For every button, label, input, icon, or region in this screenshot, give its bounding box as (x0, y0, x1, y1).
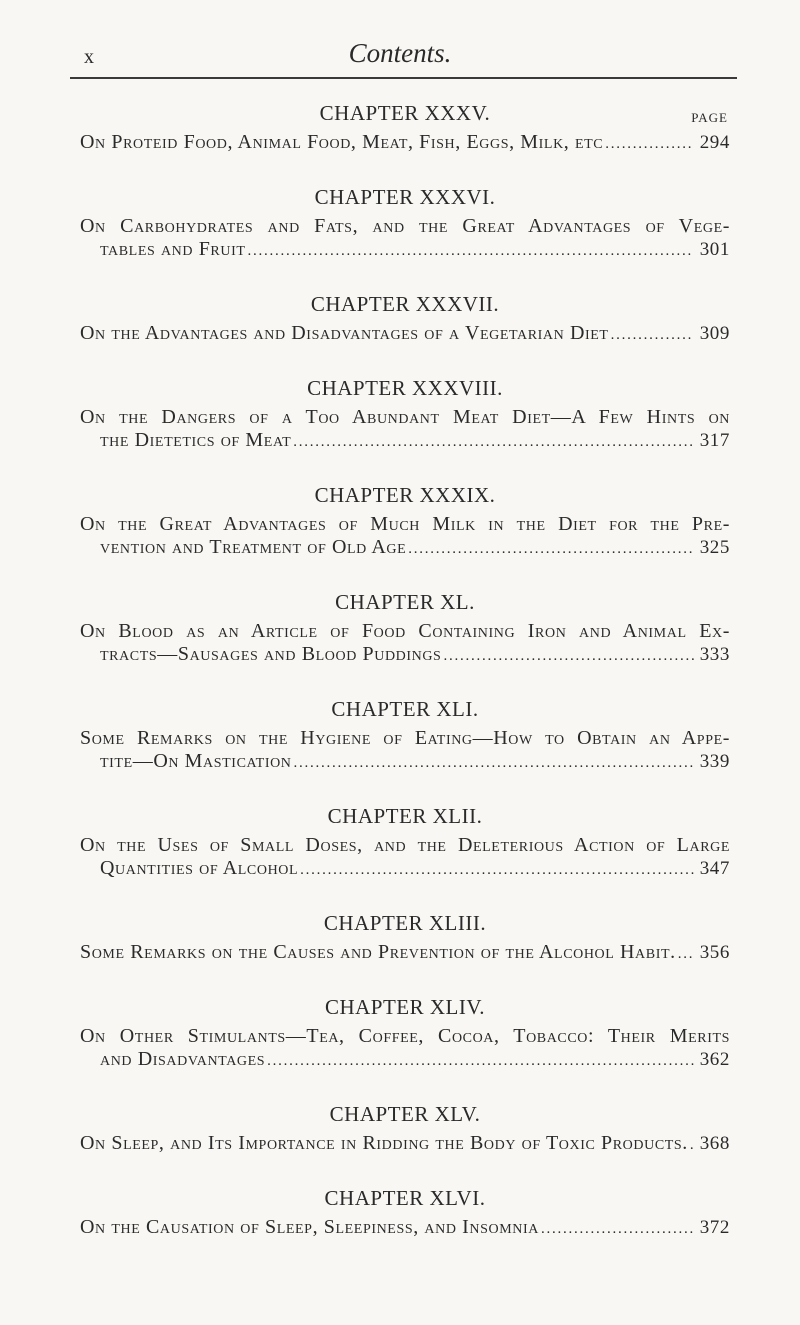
page-number: 309 (699, 323, 730, 344)
entry-leader-line (80, 131, 730, 156)
entry-leader-line (80, 429, 730, 454)
entry-title-end: vention and Treatment of Old Age (100, 536, 407, 558)
dot-leader (267, 1050, 694, 1073)
entry-title-end: tracts—Sausages and Blood Puddings (100, 643, 442, 665)
entry-title-end: Some Remarks on the Causes and Prevention of the Alcohol Habit. (80, 941, 676, 963)
entry-leader-line (80, 1132, 730, 1157)
chapter-heading: CHAPTER XLIV. (324, 995, 486, 1019)
chapter-entry (80, 215, 730, 263)
page-number: 294 (699, 132, 730, 153)
dot-leader (605, 133, 693, 156)
entry-title-end: On Proteid Food, Animal Food, Meat, Fish, Eggs, Milk, etc (80, 131, 604, 153)
toc-chapter (80, 1183, 730, 1267)
page-number: 368 (699, 1133, 730, 1154)
entry-leader-line (80, 1048, 730, 1073)
entry-leader-line (80, 941, 730, 966)
chapter-heading: CHAPTER XXXVII. (310, 292, 500, 316)
chapter-entry (80, 406, 730, 454)
toc-chapter (80, 98, 730, 182)
page-number: 339 (699, 751, 730, 772)
page-number: 372 (699, 1217, 730, 1238)
chapter-heading: CHAPTER XLV. (329, 1102, 481, 1126)
dot-leader (294, 752, 694, 775)
running-head (0, 38, 800, 78)
entry-title-end: On the Advantages and Disadvantages of a Vegetarian Diet (80, 322, 609, 344)
chapter-entry (80, 1132, 730, 1157)
chapter-entry (80, 1216, 730, 1241)
chapter-heading: CHAPTER XLI. (331, 697, 479, 721)
chapter-heading: CHAPTER XXXVIII. (307, 376, 503, 400)
chapter-entry (80, 834, 730, 882)
chapter-heading: CHAPTER XXXVI. (314, 185, 496, 209)
dot-leader (690, 1134, 694, 1157)
toc-chapter (80, 587, 730, 694)
entry-title-line: Some Remarks on the Hygiene of Eating—How to Obtain an Appe- (80, 727, 730, 749)
chapter-entry (80, 620, 730, 668)
chapter-entry (80, 131, 730, 156)
chapter-heading: CHAPTER XLVI. (324, 1186, 486, 1210)
chapter-heading: CHAPTER XXXIX. (314, 483, 496, 507)
entry-leader-line (80, 750, 730, 775)
toc-chapter (80, 1099, 730, 1183)
entry-leader-line (80, 322, 730, 347)
dot-leader (678, 943, 694, 966)
chapter-entry (80, 322, 730, 347)
entry-title-line: On Other Stimulants—Tea, Coffee, Cocoa, Tobacco: Their Merits (80, 1025, 730, 1047)
entry-title-end: On Sleep, and Its Importance in Ridding the Body of Toxic Products. (80, 1132, 688, 1154)
entry-title-line: On the Uses of Small Doses, and the Deleterious Action of Large (80, 834, 730, 856)
page-number: 347 (699, 858, 730, 879)
page-column-label: PAGE (691, 110, 728, 125)
running-head-title: Contents. (348, 38, 452, 68)
chapter-heading: CHAPTER XLII. (327, 804, 483, 828)
entry-title-end: tables and Fruit (100, 238, 246, 260)
header-rule (70, 77, 737, 79)
dot-leader (408, 538, 693, 561)
page-number: 333 (699, 644, 730, 665)
entry-leader-line (80, 536, 730, 561)
dot-leader (248, 240, 694, 263)
entry-leader-line (80, 857, 730, 882)
dot-leader (300, 859, 694, 882)
entry-leader-line (80, 643, 730, 668)
entry-title-end: On the Causation of Sleep, Sleepiness, and Insomnia (80, 1216, 539, 1238)
page-number: 362 (699, 1049, 730, 1070)
chapter-entry (80, 513, 730, 561)
toc-chapter (80, 694, 730, 801)
entry-title-line: On Blood as an Article of Food Containing Iron and Animal Ex- (80, 620, 730, 642)
entry-title-line: On Carbohydrates and Fats, and the Great Advantages of Vege- (80, 215, 730, 237)
page-number: 301 (699, 239, 730, 260)
chapter-entry (80, 941, 730, 966)
page-number: 317 (699, 430, 730, 451)
dot-leader (611, 324, 694, 347)
chapter-heading: CHAPTER XL. (335, 590, 475, 614)
chapter-entry (80, 1025, 730, 1073)
entry-title-end: the Dietetics of Meat (100, 429, 292, 451)
toc-chapter (80, 289, 730, 373)
entry-title-end: tite—On Mastication (100, 750, 292, 772)
entry-title-end: and Disadvantages (100, 1048, 266, 1070)
toc-chapter (80, 480, 730, 587)
page-number: 356 (699, 942, 730, 963)
chapter-heading: CHAPTER XLIII. (323, 911, 487, 935)
toc-chapter (80, 992, 730, 1099)
chapter-entry (80, 727, 730, 775)
dot-leader (293, 431, 693, 454)
entry-title-end: Quantities of Alcohol (100, 857, 299, 879)
toc-chapter (80, 908, 730, 992)
toc-chapter (80, 373, 730, 480)
entry-title-line: On the Dangers of a Too Abundant Meat Diet—A Few Hints on (80, 406, 730, 428)
dot-leader (443, 645, 693, 668)
chapter-heading: CHAPTER XXXV. (319, 101, 491, 125)
entry-title-line: On the Great Advantages of Much Milk in the Diet for the Pre- (80, 513, 730, 535)
dot-leader (541, 1218, 694, 1241)
entry-leader-line (80, 238, 730, 263)
page-folio: x (84, 46, 95, 68)
toc-chapter (80, 182, 730, 289)
page-number: 325 (699, 537, 730, 558)
table-of-contents (80, 98, 730, 1267)
toc-chapter (80, 801, 730, 908)
entry-leader-line (80, 1216, 730, 1241)
